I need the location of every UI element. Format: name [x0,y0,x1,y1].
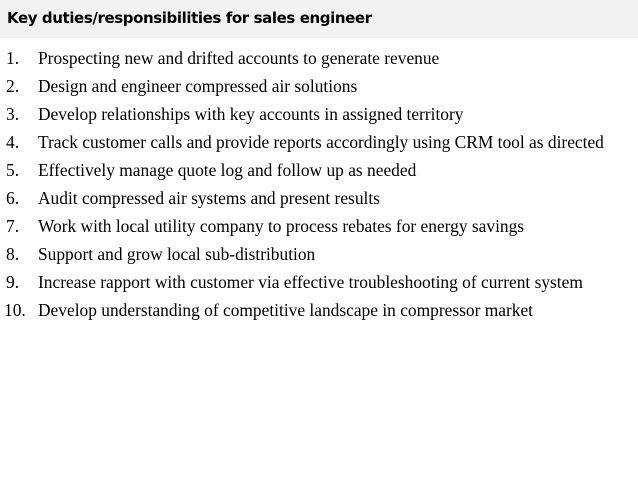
list-item-text: Design and engineer compressed air solutions [38,76,358,96]
page-title: Key duties/responsibilities for sales engineer [7,9,372,27]
list-item [0,243,620,265]
list-item-text: Work with local utility company to process rebates for energy savings [38,216,525,236]
list-item-number: 10. [4,300,26,320]
list-item-text: Prospecting new and drifted accounts to generate revenue [38,48,440,68]
list-item [0,103,620,125]
list-item-text: Develop understanding of competitive landscape in compressor market [38,300,533,320]
list-item [0,187,620,209]
list-item-number: 8. [6,244,20,264]
list-item [0,131,620,153]
list-item-number: 5. [6,160,20,180]
list-item [0,75,620,97]
list-item-text: Increase rapport with customer via effective troubleshooting of current system [38,272,583,292]
list-item-text: Audit compressed air systems and present results [38,188,380,208]
list-item-text: Track customer calls and provide reports accordingly using CRM tool as directed [38,132,604,152]
list-item-number: 4. [6,132,20,152]
list-item [0,271,620,293]
list-item [0,215,620,237]
list-item [0,299,620,321]
title-band [0,0,638,38]
list-item-number: 2. [6,76,20,96]
list-item [0,47,620,69]
list-item-number: 6. [6,188,20,208]
list-item-text: Effectively manage quote log and follow up as needed [38,160,417,180]
list-item-number: 9. [6,272,20,292]
duties-list [0,47,620,327]
list-item [0,159,620,181]
list-item-number: 7. [6,216,20,236]
list-item-text: Develop relationships with key accounts in assigned territory [38,104,464,124]
list-item-number: 3. [6,104,20,124]
list-item-text: Support and grow local sub-distribution [38,244,316,264]
list-item-number: 1. [6,48,20,68]
